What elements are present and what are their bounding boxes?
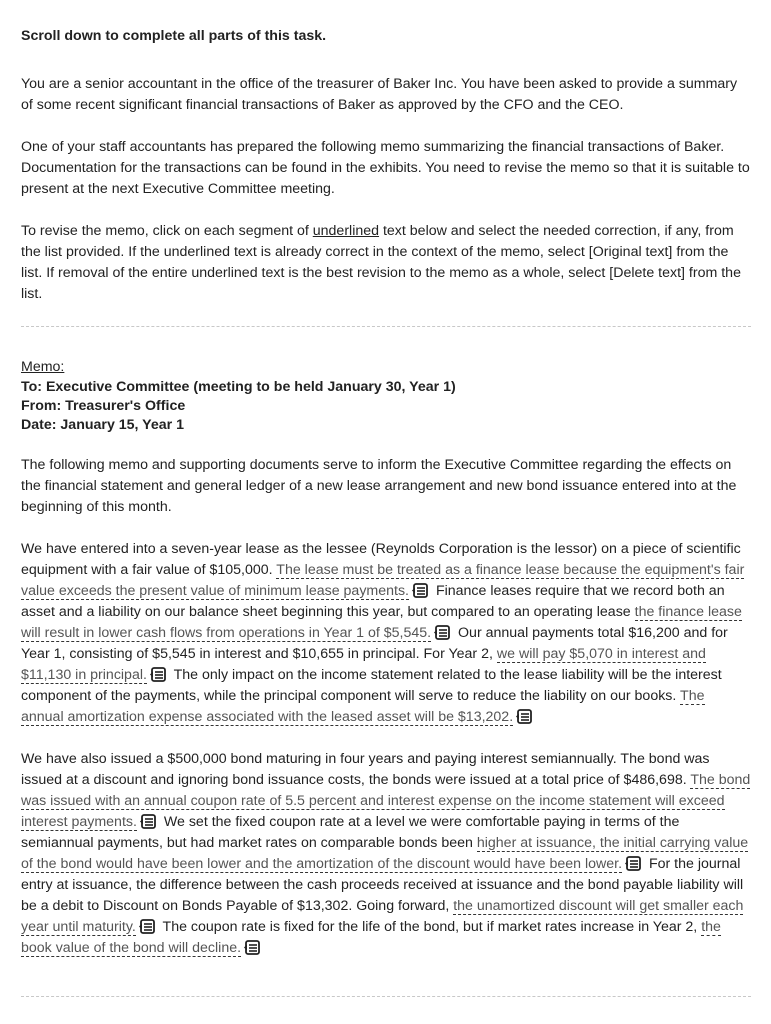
lease-text-2: Finance leases require that we record both an asset and a liability on our balance sheet beginning this year, but compared to an operating lease [21,583,725,620]
lease-segment-4[interactable]: The annual amortization expense associated with the leased asset will be $13,202. [21,688,705,725]
lease-segment-3[interactable]: we will pay $5,070 in interest and $11,130 in principal. [21,646,706,683]
intro3-text-2: text below and select the needed correction, if any, from the list provided. If the underlined text is already correct in the context of the memo, select [Original text] from the list. If removal of the entire underlined text is the best revision to the memo as a whole, select [Delete text] from the list. [21,223,741,302]
intro3-text: To revise the memo, click on each segment of [21,223,313,239]
memo-from: From: Treasurer's Office [21,398,186,414]
intro-paragraph-3 [21,221,751,305]
lease-text-1: We have entered into a seven-year lease as the lessee (Reynolds Corporation is the lessor) on a piece of scientific equipment with a fair value of $105,000. [21,541,741,578]
edit-list-icon[interactable] [515,709,533,724]
intro-paragraph-2: One of your staff accountants has prepared the following memo summarizing the financial transactions of Baker. Documentation for the transactions can be found in the exhibits. You need to revise the memo so that it is suitable to present at the next Executive Committee meeting. [21,139,750,197]
bond-text-4: The coupon rate is fixed for the life of the bond, but if market rates increase in Year 2, [158,919,702,935]
edit-list-icon[interactable] [624,856,642,871]
memo-header [21,357,751,435]
memo-paragraph-intro: The following memo and supporting documents serve to inform the Executive Committee regarding the effects on the financial statement and general ledger of a new lease arrangement and new bond issuance entered into at the beginning of this month. [21,457,737,515]
edit-list-icon[interactable] [411,583,429,598]
bottom-divider [21,996,751,997]
memo-paragraph-lease [21,539,751,728]
memo-title: Memo: [21,359,65,375]
lease-text-4: The only impact on the income statement related to the lease liability will be the interest component of the payments, while the principal component will serve to reduce the liability on our books. [21,667,722,704]
edit-list-icon[interactable] [138,919,156,934]
lease-segment-2[interactable]: the finance lease will result in lower cash flows from operations in Year 1 of $5,545. [21,604,742,641]
bond-text-2: We set the fixed coupon rate at a level we were comfortable paying in terms of the semiannual payments, but had market rates on comparable bonds been [21,814,680,851]
memo-paragraph-bond [21,749,751,959]
memo-to: To: Executive Committee (meeting to be held January 30, Year 1) [21,379,456,395]
edit-list-icon[interactable] [139,814,157,829]
bond-segment-1[interactable]: The bond was issued with an annual coupon rate of 5.5 percent and interest expense on the income statement will exceed interest payments. [21,772,751,830]
divider [21,326,751,327]
memo-date: Date: January 15, Year 1 [21,417,184,433]
bond-segment-4[interactable]: the book value of the bond will decline. [21,919,721,956]
intro-paragraph-1: You are a senior accountant in the office of the treasurer of Baker Inc. You have been asked to provide a summary of some recent significant financial transactions of Baker as approved by the CFO and the CEO. [21,76,738,113]
task-page [21,26,751,980]
edit-list-icon[interactable] [243,940,261,955]
edit-list-icon[interactable] [433,625,451,640]
lease-segment-1[interactable]: The lease must be treated as a finance lease because the equipment's fair value exceeds the present value of minimum lease payments. [21,562,745,599]
underlined-word: underlined [312,223,380,239]
edit-list-icon[interactable] [149,667,167,682]
bond-segment-2[interactable]: higher at issuance, the initial carrying value of the bond would have been lower and the amortization of the discount would have been lower. [21,835,749,872]
bond-text-3: For the journal entry at issuance, the difference between the cash proceeds received at issuance and the bond payable liability will be a debit to Discount on Bonds Payable of $13,302. Going forward, [21,856,744,914]
bond-segment-3[interactable]: the unamortized discount will get smaller each year until maturity. [21,898,744,935]
bond-text-1: We have also issued a $500,000 bond maturing in four years and paying interest semiannually. The bond was issued at a discount and ignoring bond issuance costs, the bonds were issued at a total price of $486,698. [21,751,710,788]
task-heading: Scroll down to complete all parts of this task. [21,28,327,44]
lease-text-3: Our annual payments total $16,200 and for Year 1, consisting of $5,545 in interest and $10,655 in principal. For Year 2, [21,625,728,662]
